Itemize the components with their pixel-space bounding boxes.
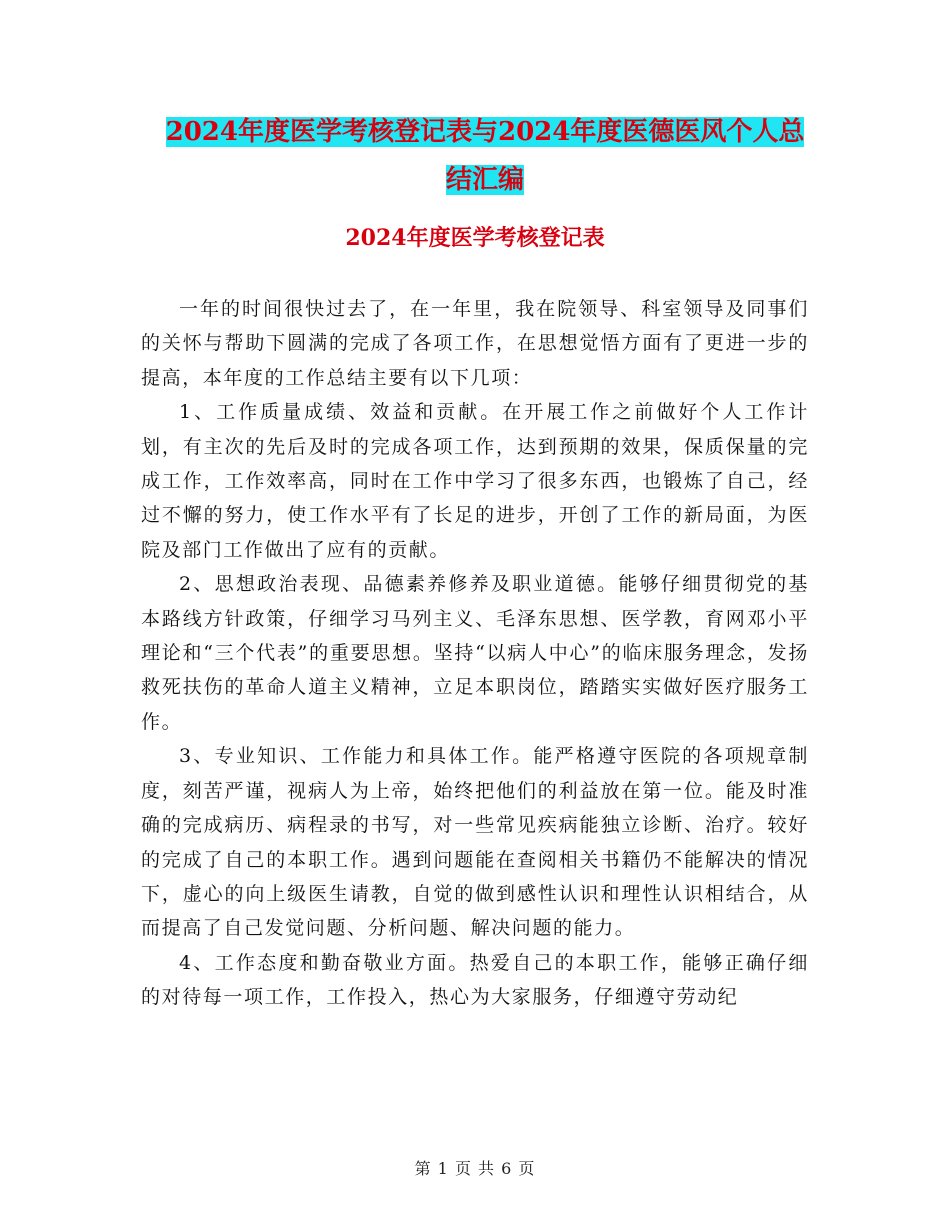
page-footer: 第 1 页 共 6 页 xyxy=(414,1159,536,1178)
document-title xyxy=(140,108,830,204)
body-text xyxy=(141,292,809,1015)
document-title-line-1: 2024年度医学考核登记表与2024年度医德医风个人总 xyxy=(165,117,805,147)
paragraph-intro: 一年的时间很快过去了，在一年里，我在院领导、科室领导及同事们的关怀与帮助下圆满的完成了各项工作，在思想觉悟方面有了更进一步的提高，本年度的工作总结主要有以下几项： xyxy=(141,298,809,389)
document-title-line-2: 结汇编 xyxy=(445,165,524,195)
section-title: 2024年度医学考核登记表 xyxy=(345,225,605,251)
paragraph-1: 1、工作质量成绩、效益和贡献。在开展工作之前做好个人工作计划，有主次的先后及时的完成各项工作，达到预期的效果，保质保量的完成工作，工作效率高，同时在工作中学习了很多东西，也锻炼了自己，经过不懈的努力，使工作水平有了长足的进步，开创了工作的新局面，为医院及部门工作做出了应有的贡献。 xyxy=(141,401,809,561)
paragraph-4: 4、工作态度和勤奋敬业方面。热爱自己的本职工作，能够正确仔细的对待每一项工作，工作投入，热心为大家服务，仔细遵守劳动纪 xyxy=(141,951,809,1009)
paragraph-3: 3、专业知识、工作能力和具体工作。能严格遵守医院的各项规章制度，刻苦严谨，视病人为上帝，始终把他们的利益放在第一位。能及时准确的完成病历、病程录的书写，对一些常见疾病能独立诊断、治疗。较好的完成了自己的本职工作。遇到问题能在查阅相关书籍仍不能解决的情况下，虚心的向上级医生请教，自觉的做到感性认识和理性认识相结合，从而提高了自己发觉问题、分析问题、解决问题的能力。 xyxy=(141,745,809,940)
paragraph-2: 2、思想政治表现、品德素养修养及职业道德。能够仔细贯彻党的基本路线方针政策，仔细学习马列主义、毛泽东思想、医学教，育网邓小平理论和“三个代表”的重要思想。坚持“以病人中心”的临床服务理念，发扬救死扶伤的革命人道主义精神，立足本职岗位，踏踏实实做好医疗服务工作。 xyxy=(141,573,809,733)
